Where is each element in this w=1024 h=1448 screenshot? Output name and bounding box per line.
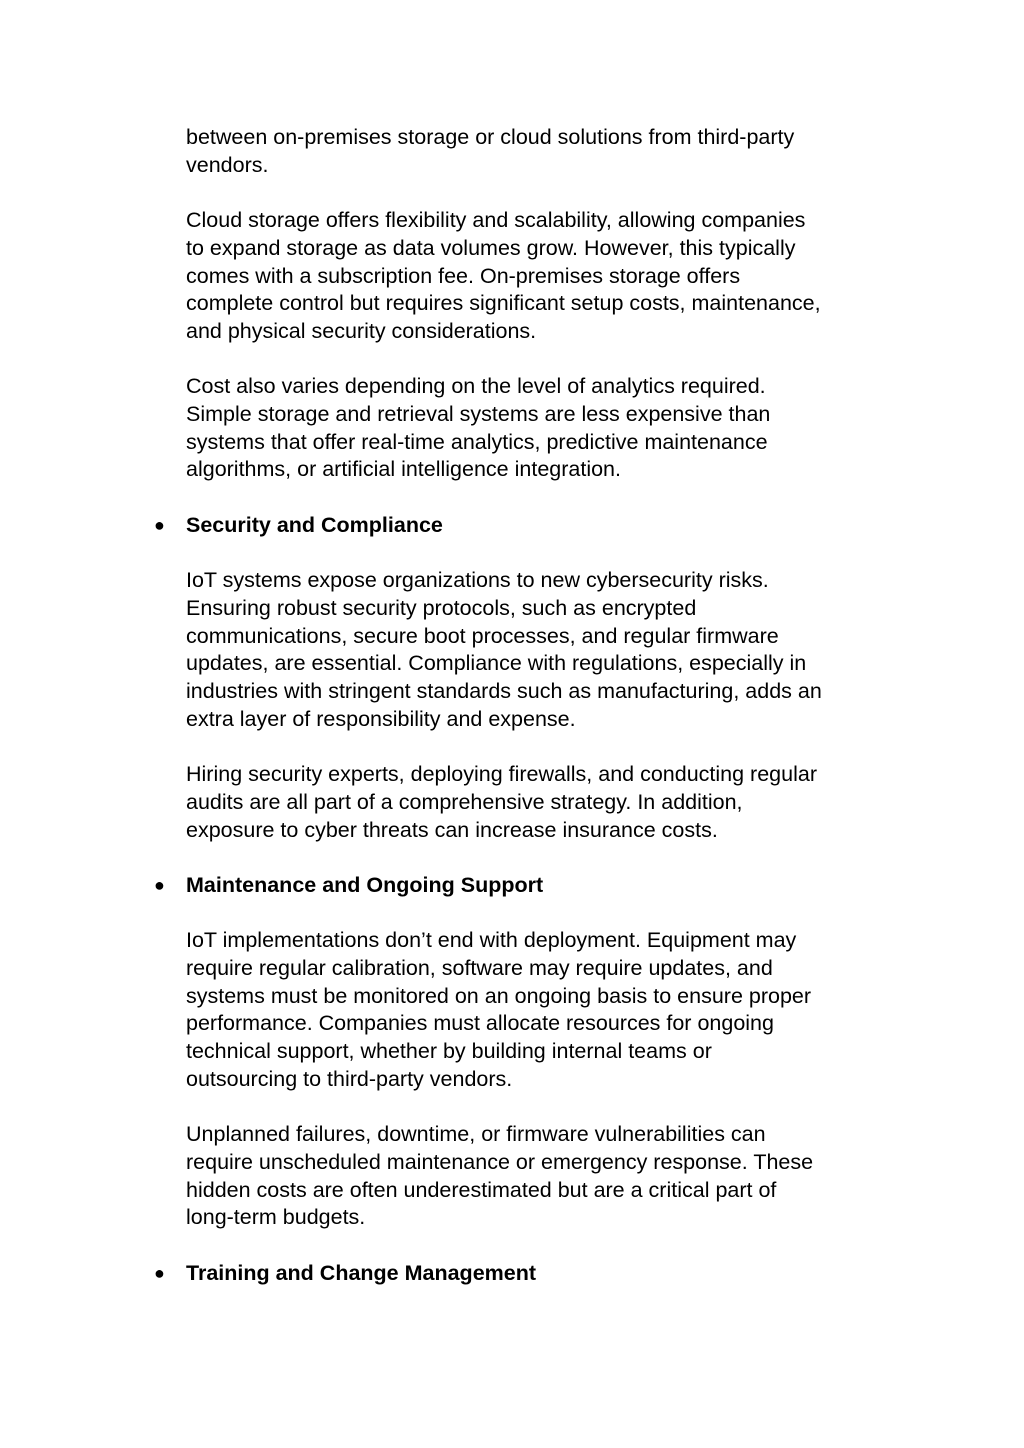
section-paragraph: IoT systems expose organizations to new cybersecurity risks. Ensuring robust security protocols, such as encrypted communications, secure boot processes, and regular firmware updates, are essential. Compliance with regulations, especially in industries with stringent standards such as manufacturing, adds an extra layer of responsibility and expense. <box>186 568 822 731</box>
section-heading-text: Maintenance and Ongoing Support <box>186 872 544 897</box>
section-heading-text: Security and Compliance <box>186 512 443 537</box>
intro-paragraph: Cloud storage offers flexibility and scalability, allowing companies to expand storage as data volumes grow. However, this typically comes with a subscription fee. On-premises storage offers complete control but requires significant setup costs, maintenance, and physical security considerations. <box>186 208 821 343</box>
section-heading-security <box>154 512 902 540</box>
bullet-icon: ● <box>154 1262 165 1283</box>
document-body <box>154 124 902 1315</box>
section-heading-text: Training and Change Management <box>186 1260 537 1285</box>
section-heading-training <box>154 1260 902 1288</box>
section-paragraph: Hiring security experts, deploying firewalls, and conducting regular audits are all part of a comprehensive strategy. In addition, exposure to cyber threats can increase insurance costs. <box>186 762 817 842</box>
bullet-icon: ● <box>154 874 165 895</box>
section-heading-maintenance <box>154 872 902 900</box>
section-paragraph: Unplanned failures, downtime, or firmware vulnerabilities can require unscheduled maintenance or emergency response. These hidden costs are often underestimated but are a critical part of long-term budgets. <box>186 1122 814 1230</box>
intro-paragraph: between on-premises storage or cloud solutions from third-party vendors. <box>186 125 795 177</box>
intro-paragraph: Cost also varies depending on the level of analytics required. Simple storage and retrieval systems are less expensive than systems that offer real-time analytics, predictive maintenance algorithms, or artificial intelligence integration. <box>186 374 771 482</box>
bullet-icon: ● <box>154 514 165 535</box>
section-paragraph: IoT implementations don’t end with deployment. Equipment may require regular calibration, software may require updates, and systems must be monitored on an ongoing basis to ensure proper performance. Companies must allocate resources for ongoing technical support, whether by building internal teams or outsourcing to third-party vendors. <box>186 928 812 1091</box>
